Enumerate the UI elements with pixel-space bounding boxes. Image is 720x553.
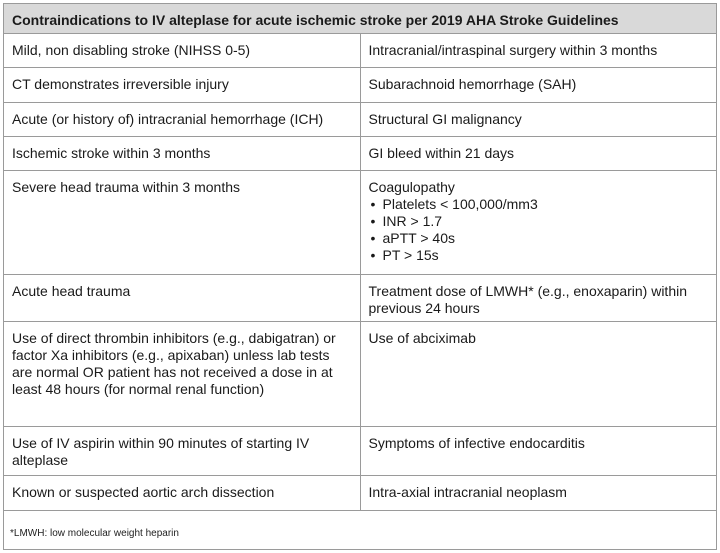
table-row (4, 476, 717, 511)
table-cell-right: Intracranial/intraspinal surgery within 3 months (360, 34, 717, 68)
table-row (4, 275, 717, 322)
table-cell-right: GI bleed within 21 days (360, 137, 717, 171)
table-cell-right (360, 171, 717, 275)
table-cell-left: Use of IV aspirin within 90 minutes of starting IV alteplase (4, 427, 361, 476)
list-item: • Platelets < 100,000/mm3 (369, 196, 711, 213)
footnote: *LMWH: low molecular weight heparin (10, 528, 179, 539)
table-row (4, 34, 717, 68)
list-item: • aPTT > 40s (369, 230, 711, 247)
table-cell-left: Acute head trauma (4, 275, 361, 322)
table-cell-left: Ischemic stroke within 3 months (4, 137, 361, 171)
table-cell-left: Use of direct thrombin inhibitors (e.g., dabigatran) or factor Xa inhibitors (e.g., apixaban) unless lab tests are normal OR patient has not received a dose in at least 48 hours (for normal renal function) (4, 322, 361, 427)
table-title: Contraindications to IV alteplase for acute ischemic stroke per 2019 AHA Stroke Guidelines (4, 4, 717, 34)
table-cell-left: Severe head trauma within 3 months (4, 171, 361, 275)
table-header-row (4, 4, 717, 34)
table-cell-right: Subarachnoid hemorrhage (SAH) (360, 68, 717, 103)
table-row (4, 427, 717, 476)
table-row (4, 137, 717, 171)
table-cell-right: Treatment dose of LMWH* (e.g., enoxaparin) within previous 24 hours (360, 275, 717, 322)
table-row (4, 171, 717, 275)
table-cell-left: Known or suspected aortic arch dissection (4, 476, 361, 511)
coagulopathy-label: Coagulopathy (368, 179, 455, 195)
table-row (4, 322, 717, 427)
table-cell-left: Mild, non disabling stroke (NIHSS 0-5) (4, 34, 361, 68)
list-item: • INR > 1.7 (369, 213, 711, 230)
list-item: • PT > 15s (369, 247, 711, 264)
table-cell-right: Intra-axial intracranial neoplasm (360, 476, 717, 511)
table-row (4, 68, 717, 103)
table-cell-right: Structural GI malignancy (360, 103, 717, 137)
table-cell-right: Use of abciximab (360, 322, 717, 427)
coagulopathy-list (369, 196, 711, 264)
table-cell-left: CT demonstrates irreversible injury (4, 68, 361, 103)
contraindications-table (3, 3, 717, 511)
table-cell-left: Acute (or history of) intracranial hemorrhage (ICH) (4, 103, 361, 137)
table-cell-right: Symptoms of infective endocarditis (360, 427, 717, 476)
table-row (4, 103, 717, 137)
